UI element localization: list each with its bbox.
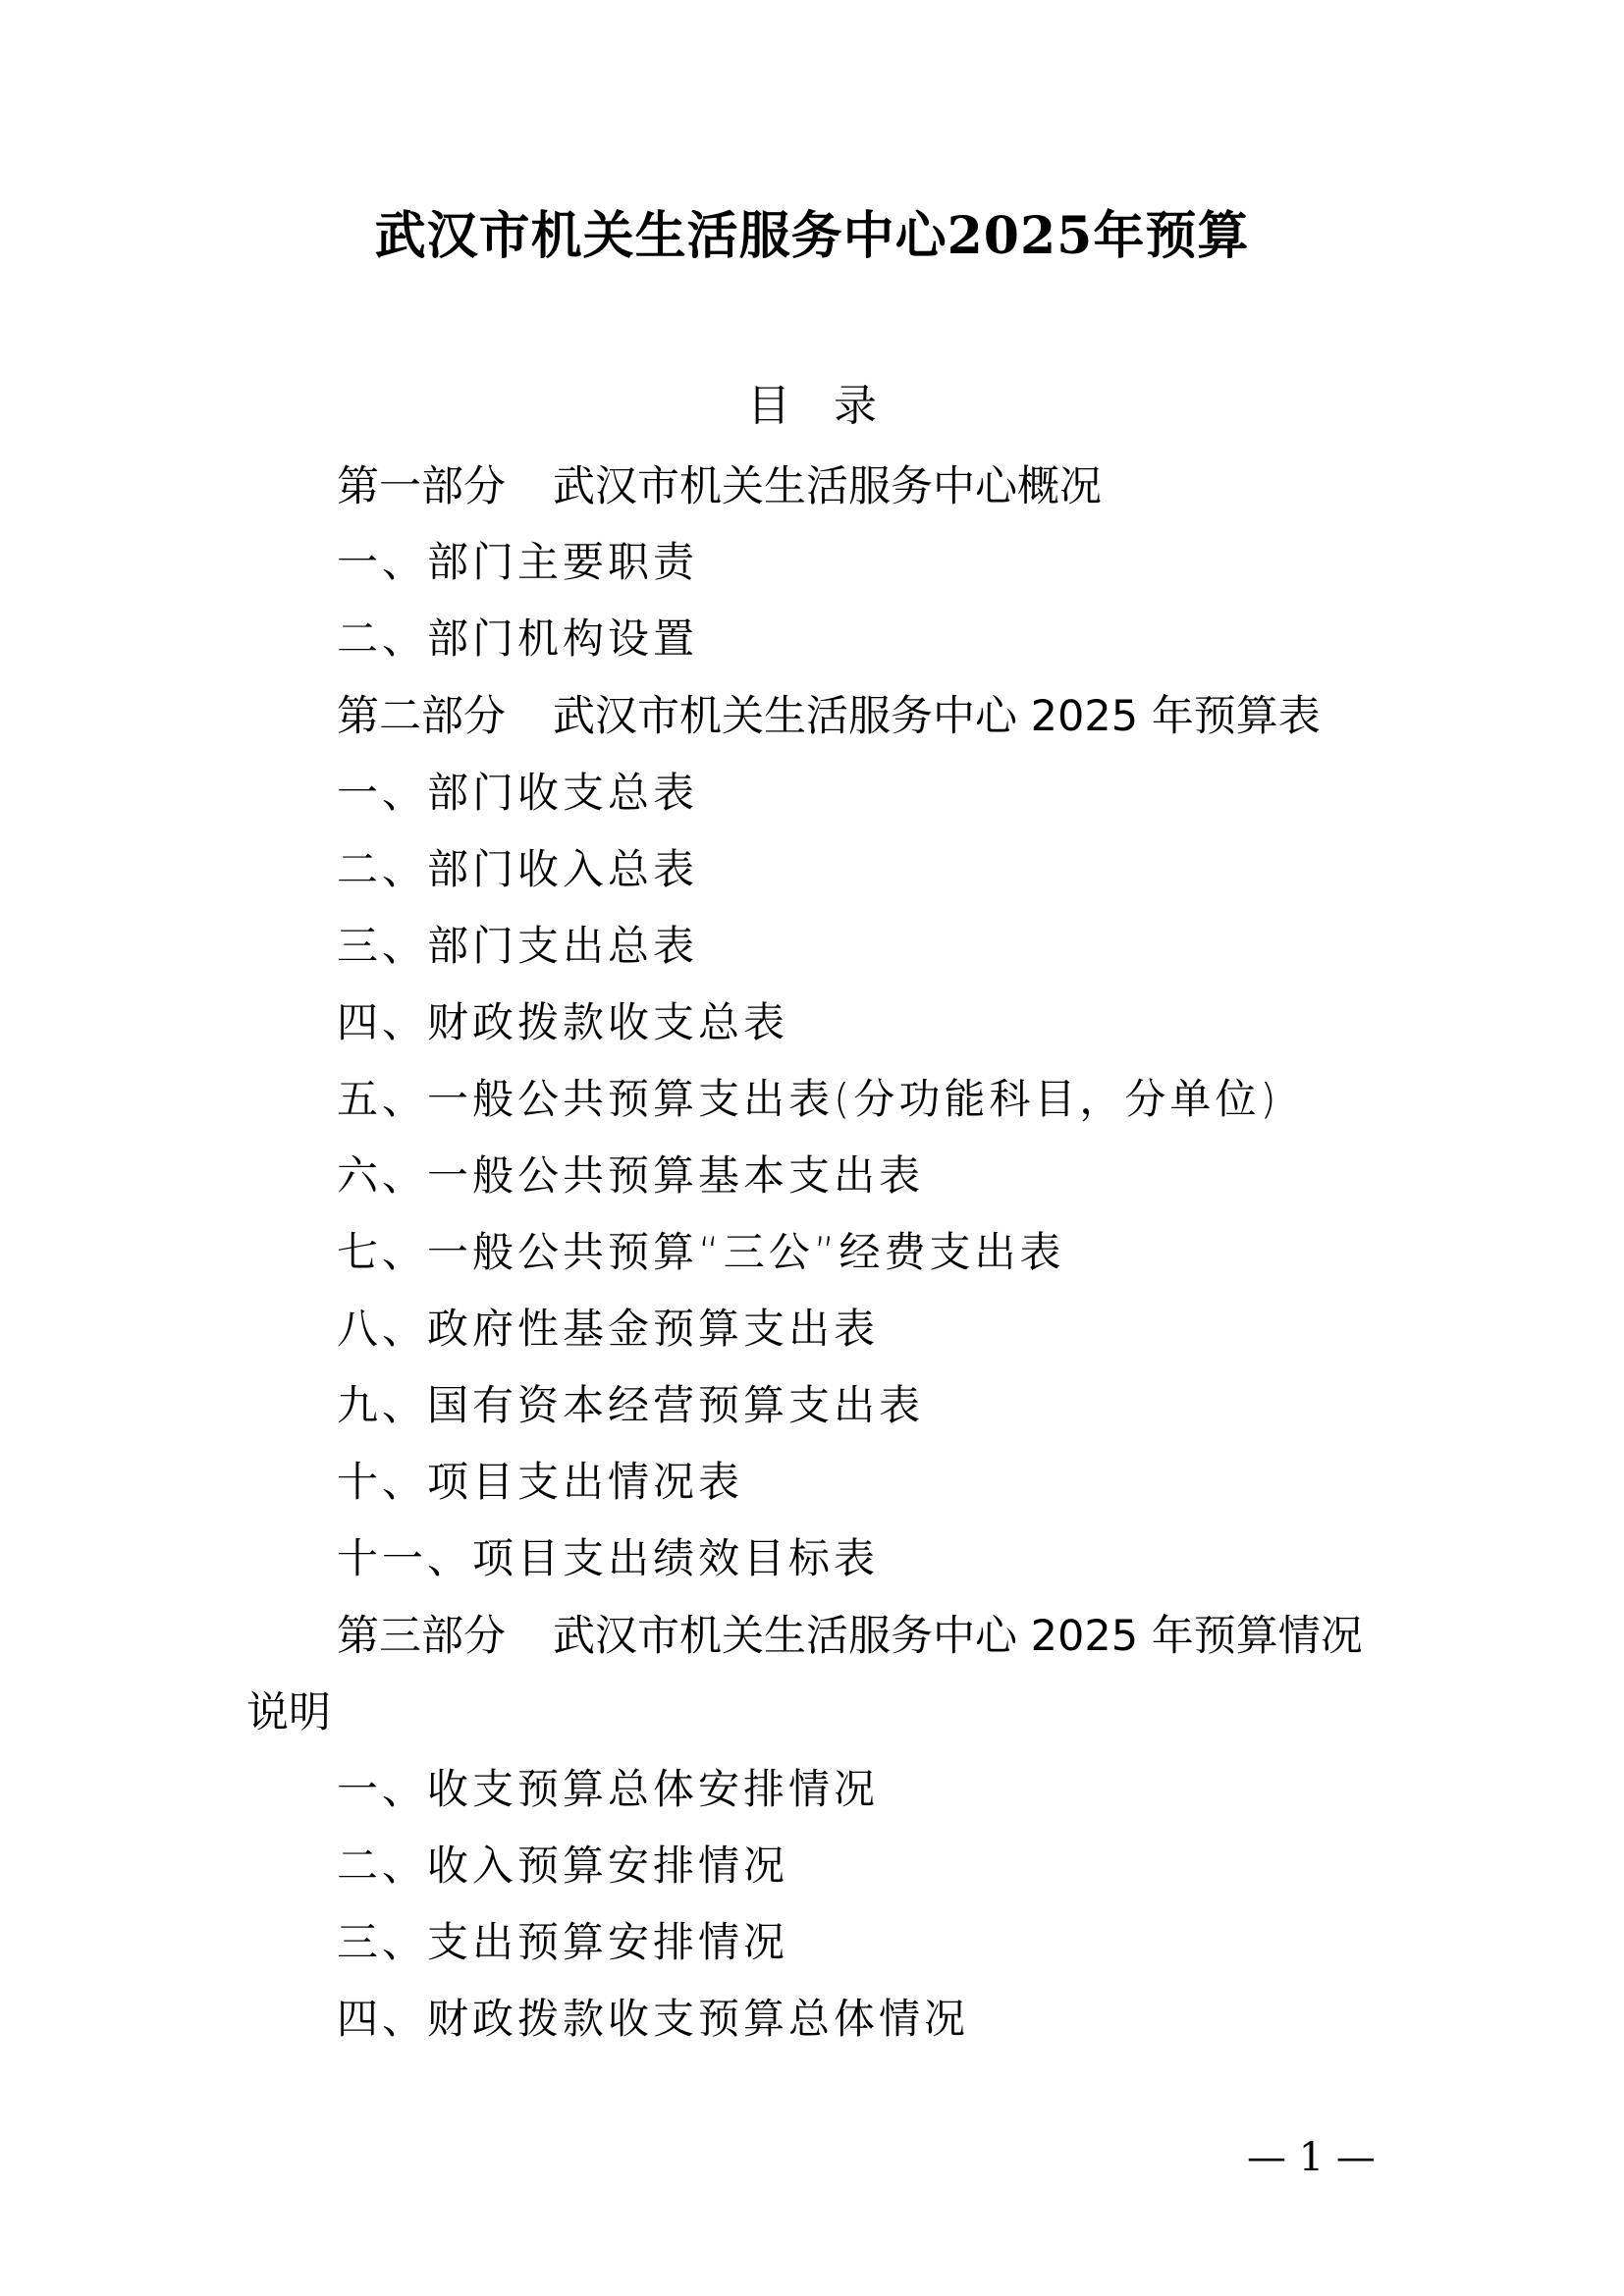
toc-item: 五、一般公共预算支出表(分功能科目，分单位)	[337, 1075, 1280, 1123]
toc-heading-char-1: 目	[747, 381, 790, 431]
toc-item: 三、支出预算安排情况	[337, 1918, 789, 1966]
toc-item: 八、政府性基金预算支出表	[337, 1305, 880, 1353]
toc-item: 六、一般公共预算基本支出表	[337, 1151, 925, 1200]
toc-item: 一、部门主要职责	[337, 538, 699, 586]
toc-item: 二、部门收入总表	[337, 845, 699, 893]
toc-item: 一、收支预算总体安排情况	[337, 1765, 880, 1813]
toc-item: 四、财政拨款收支总表	[337, 998, 789, 1046]
toc-part-3-title: 武汉市机关生活服务中心 2025 年预算情况	[553, 1612, 1363, 1661]
toc-part-1-number: 第一部分	[337, 462, 506, 511]
toc-part-3	[337, 1607, 1363, 1666]
toc-item: 四、财政拨款收支预算总体情况	[337, 1995, 970, 2043]
document-title: 武汉市机关生活服务中心2025年预算	[374, 206, 1250, 266]
toc-part-2-title: 武汉市机关生活服务中心 2025 年预算表	[553, 692, 1321, 741]
toc-heading-char-2: 录	[834, 381, 877, 431]
toc-item: 九、国有资本经营预算支出表	[337, 1381, 925, 1429]
toc-item: 十一、项目支出绩效目标表	[337, 1534, 880, 1582]
toc-item: 二、收入预算安排情况	[337, 1842, 789, 1890]
toc-item: 十、项目支出情况表	[337, 1458, 744, 1506]
toc-part-2	[337, 687, 1321, 746]
toc-item: 三、部门支出总表	[337, 922, 699, 970]
toc-part-1	[337, 457, 1102, 516]
toc-part-3-number: 第三部分	[337, 1612, 506, 1661]
toc-part-2-number: 第二部分	[337, 692, 506, 741]
page-number: — 1 —	[1247, 2135, 1376, 2180]
toc-item: 一、部门收支总表	[337, 769, 699, 817]
toc-part-1-title: 武汉市机关生活服务中心概况	[553, 462, 1102, 511]
toc-item: 七、一般公共预算“三公”经费支出表	[337, 1228, 1065, 1276]
toc-item: 二、部门机构设置	[337, 614, 699, 663]
toc-part-3-title-continuation: 说明	[246, 1688, 331, 1737]
